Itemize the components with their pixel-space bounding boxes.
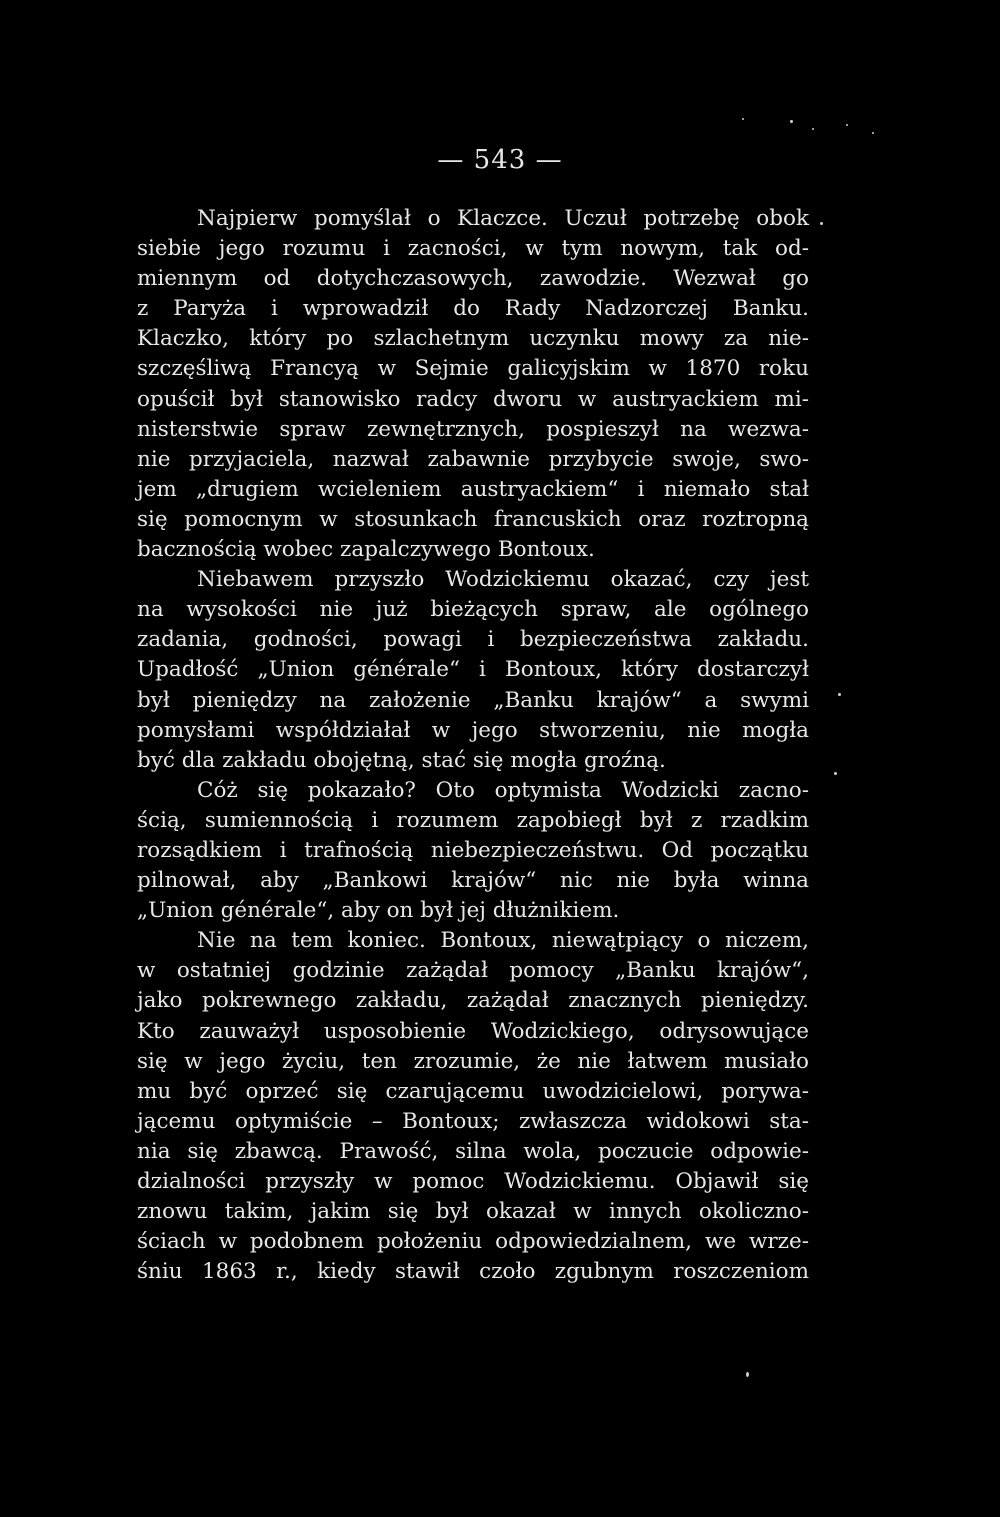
text-line: dzialności przyszły w pomoc Wodzickiemu. Objawił się: [137, 1169, 809, 1194]
text-line: się w jego życiu, ten zrozumie, że nie łatwem musiało: [137, 1048, 809, 1074]
text-line: znowu takim, jakim się był okazał w innych okoliczno-: [137, 1199, 809, 1225]
text-line: pomysłami współdziałał w jego stworzeniu, nie mogła: [137, 717, 809, 743]
text-line: rozsądkiem i trafnością niebezpieczeństwu. Od początku: [137, 837, 809, 863]
text-line: pilnował, aby „Bankowi krajów“ nic nie była winna: [137, 868, 809, 894]
scan-speck: [820, 222, 823, 225]
text-line: opuścił był stanowisko radcy dworu w austryackiem mi-: [137, 386, 809, 412]
scan-speck: [812, 128, 814, 130]
text-line: „Union générale“, aby on był jej dłużnikiem.: [137, 898, 620, 924]
text-line: ściach w podobnem położeniu odpowiedzialnem, we wrze-: [137, 1229, 809, 1255]
scan-speck: [846, 124, 848, 126]
text-line: mu być oprzeć się czarującemu uwodzicielowi, porywa-: [137, 1078, 809, 1104]
text-line: Upadłość „Union générale“ i Bontoux, który dostarczył: [137, 657, 809, 683]
scan-speck: [834, 772, 837, 775]
text-line: Najpierw pomyślał o Klaczce. Uczuł potrzebę obok: [197, 206, 809, 231]
scan-speck: [746, 1372, 749, 1377]
scan-speck: [790, 120, 793, 123]
text-line: był pieniędzy na założenie „Banku krajów“ a swymi: [137, 687, 809, 713]
text-line: miennym od dotychczasowych, zawodzie. Wezwał go: [137, 266, 809, 292]
text-line: bacznością wobec zapalczywego Bontoux.: [137, 537, 595, 563]
text-line: Klaczko, który po szlachetnym uczynku mowy za nie-: [137, 326, 809, 352]
scan-speck: [838, 693, 841, 696]
body-text: [137, 204, 809, 1287]
text-line: się pomocnym w stosunkach francuskich oraz roztropną: [137, 506, 809, 532]
text-line: Nie na tem koniec. Bontoux, niewątpiący o niczem,: [197, 928, 809, 954]
text-line: na wysokości nie już bieżących spraw, ale ogólnego: [137, 597, 809, 623]
text-line: Niebawem przyszło Wodzickiemu okazać, czy jest: [197, 567, 809, 593]
text-line: ścią, sumiennością i rozumem zapobiegł był z rzadkim: [137, 807, 809, 833]
text-line: nisterstwie spraw zewnętrznych, pospieszył na wezwa-: [137, 416, 809, 442]
text-line: siebie jego rozumu i zacności, w tym nowym, tak od-: [137, 236, 809, 262]
text-line: jem „drugiem wcieleniem austryackiem“ i niemało stał: [137, 476, 809, 502]
text-line: śniu 1863 r., kiedy stawił czoło zgubnym roszczeniom: [137, 1259, 809, 1285]
scan-speck: [742, 118, 744, 120]
scan-speck: [872, 132, 874, 134]
text-line: być dla zakładu obojętną, stać się mogła groźną.: [137, 747, 666, 773]
text-line: jącemu optymiście – Bontoux; zwłaszcza widokowi sta-: [137, 1108, 809, 1134]
text-line: zadania, godności, powagi i bezpieczeństwa zakładu.: [137, 627, 809, 653]
text-line: Kto zauważył usposobienie Wodzickiego, odrysowujące: [137, 1018, 809, 1044]
text-line: z Paryża i wprowadził do Rady Nadzorczej Banku.: [137, 296, 809, 322]
text-line: szczęśliwą Francyą w Sejmie galicyjskim w 1870 roku: [137, 356, 809, 382]
text-line: w ostatniej godzinie zażądał pomocy „Banku krajów“,: [137, 958, 809, 984]
text-line: jako pokrewnego zakładu, zażądał znacznych pieniędzy.: [137, 988, 809, 1014]
text-line: nie przyjaciela, nazwał zabawnie przybycie swoje, swo-: [137, 446, 809, 472]
text-line: nia się zbawcą. Prawość, silna wola, poczucie odpowie-: [137, 1138, 809, 1164]
text-line: Cóż się pokazało? Oto optymista Wodzicki zacno-: [197, 777, 809, 803]
page-number: — 543 —: [437, 145, 563, 175]
